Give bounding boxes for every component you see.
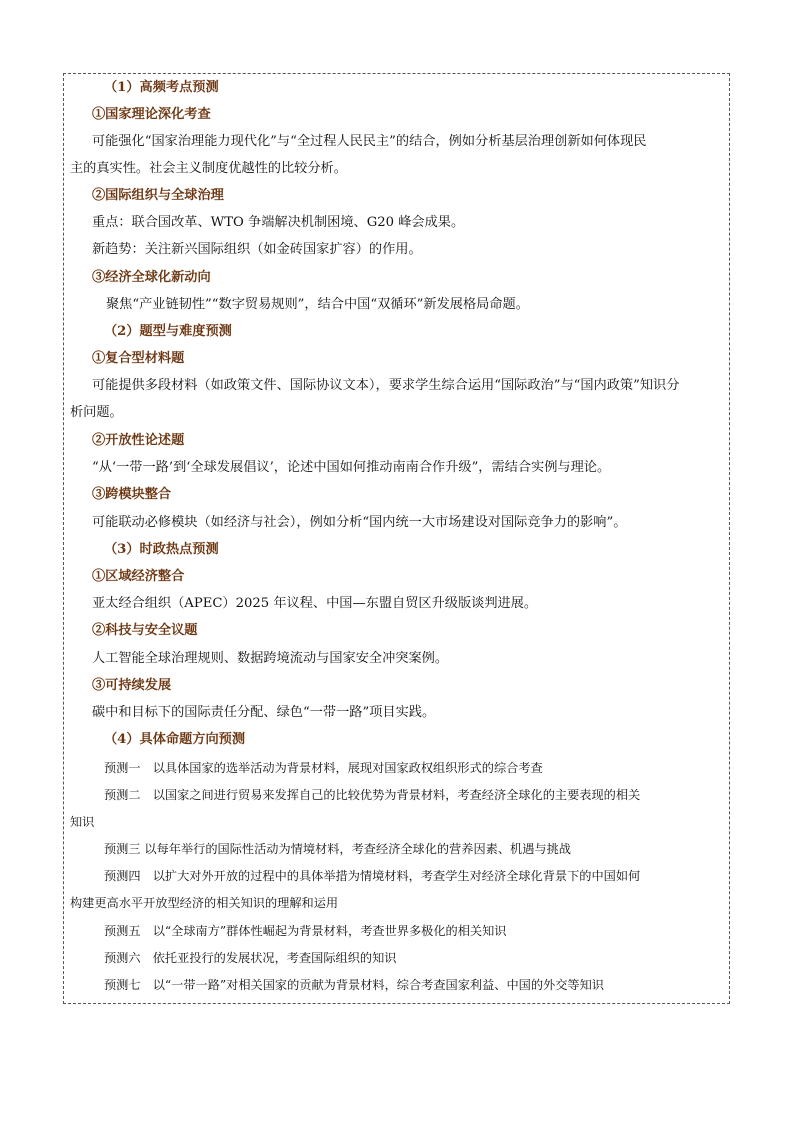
- prediction-4-line2: 构建更高水平开放型经济的相关知识的理解和运用: [70, 896, 339, 910]
- prediction-2-line1: 预测二 以国家之间进行贸易来发挥自己的比较优势为背景材料，考查经济全球化的主要表现的相关: [104, 788, 641, 802]
- section-3a-heading: ①区域经济整合: [92, 569, 185, 584]
- section-2c-heading: ③跨模块整合: [92, 487, 172, 502]
- section-1c-text: 聚焦“产业链韧性”“数字贸易规则”，结合中国“双循环”新发展格局命题。: [106, 297, 529, 312]
- prediction-5: 预测五 以“全球南方”群体性崛起为背景材料，考查世界多极化的相关知识: [104, 924, 507, 938]
- section-2b-text: “从‘一带一路’到‘全球发展倡议’，论述中国如何推动南南合作升级”，需结合实例与理论。: [92, 460, 611, 475]
- section-1a-heading: ①国家理论深化考查: [92, 107, 211, 122]
- section-1-title: （1）高频考点预测: [104, 80, 219, 95]
- prediction-2-line2: 知识: [70, 815, 95, 829]
- prediction-1: 预测一 以具体国家的选举活动为背景材料，展现对国家政权组织形式的综合考查: [104, 761, 543, 775]
- section-2a-text-line1: 可能提供多段材料（如政策文件、国际协议文本），要求学生综合运用“国际政治”与“国内政策”知识分: [92, 378, 680, 393]
- prediction-6: 预测六 依托亚投行的发展状况，考查国际组织的知识: [104, 951, 397, 965]
- section-3c-heading: ③可持续发展: [92, 678, 172, 693]
- section-1b-heading: ②国际组织与全球治理: [92, 188, 224, 203]
- section-4-title: （4）具体命题方向预测: [104, 732, 246, 747]
- prediction-4-line1: 预测四 以扩大对外开放的过程中的具体举措为情境材料，考查学生对经济全球化背景下的中国如何: [104, 869, 641, 883]
- section-2b-heading: ②开放性论述题: [92, 433, 185, 448]
- section-2c-text: 可能联动必修模块（如经济与社会），例如分析“国内统一大市场建设对国际竞争力的影响”。: [92, 515, 627, 530]
- prediction-3: 预测三 以每年举行的国际性活动为情境材料，考查经济全球化的营养因素、机遇与挑战: [104, 842, 571, 856]
- section-2-title: （2）题型与难度预测: [104, 324, 232, 339]
- section-1a-text-line2: 主的真实性。社会主义制度优越性的比较分析。: [70, 161, 347, 176]
- section-3-title: （3）时政热点预测: [104, 542, 219, 557]
- section-1b-text-line2: 新趋势：关注新兴国际组织（如金砖国家扩容）的作用。: [92, 242, 422, 257]
- section-3a-text: 亚太经合组织（APEC）2025 年议程、中国—东盟自贸区升级版谈判进展。: [92, 596, 538, 611]
- section-3b-heading: ②科技与安全议题: [92, 623, 198, 638]
- content-box: [63, 73, 730, 1004]
- section-1c-heading: ③经济全球化新动向: [92, 270, 211, 285]
- section-3c-text: 碳中和目标下的国际责任分配、绿色“一带一路”项目实践。: [92, 705, 436, 720]
- section-3b-text: 人工智能全球治理规则、数据跨境流动与国家安全冲突案例。: [92, 651, 449, 666]
- section-1b-text-line1: 重点：联合国改革、WTO 争端解决机制困境、G20 峰会成果。: [92, 215, 465, 230]
- section-2a-heading: ①复合型材料题: [92, 351, 185, 366]
- section-1a-text-line1: 可能强化“国家治理能力现代化”与“全过程人民民主”的结合，例如分析基层治理创新如何体现民: [92, 134, 647, 149]
- prediction-7: 预测七 以“一带一路”对相关国家的贡献为背景材料，综合考查国家利益、中国的外交等知识: [104, 978, 604, 992]
- section-2a-text-line2: 析问题。: [70, 405, 123, 420]
